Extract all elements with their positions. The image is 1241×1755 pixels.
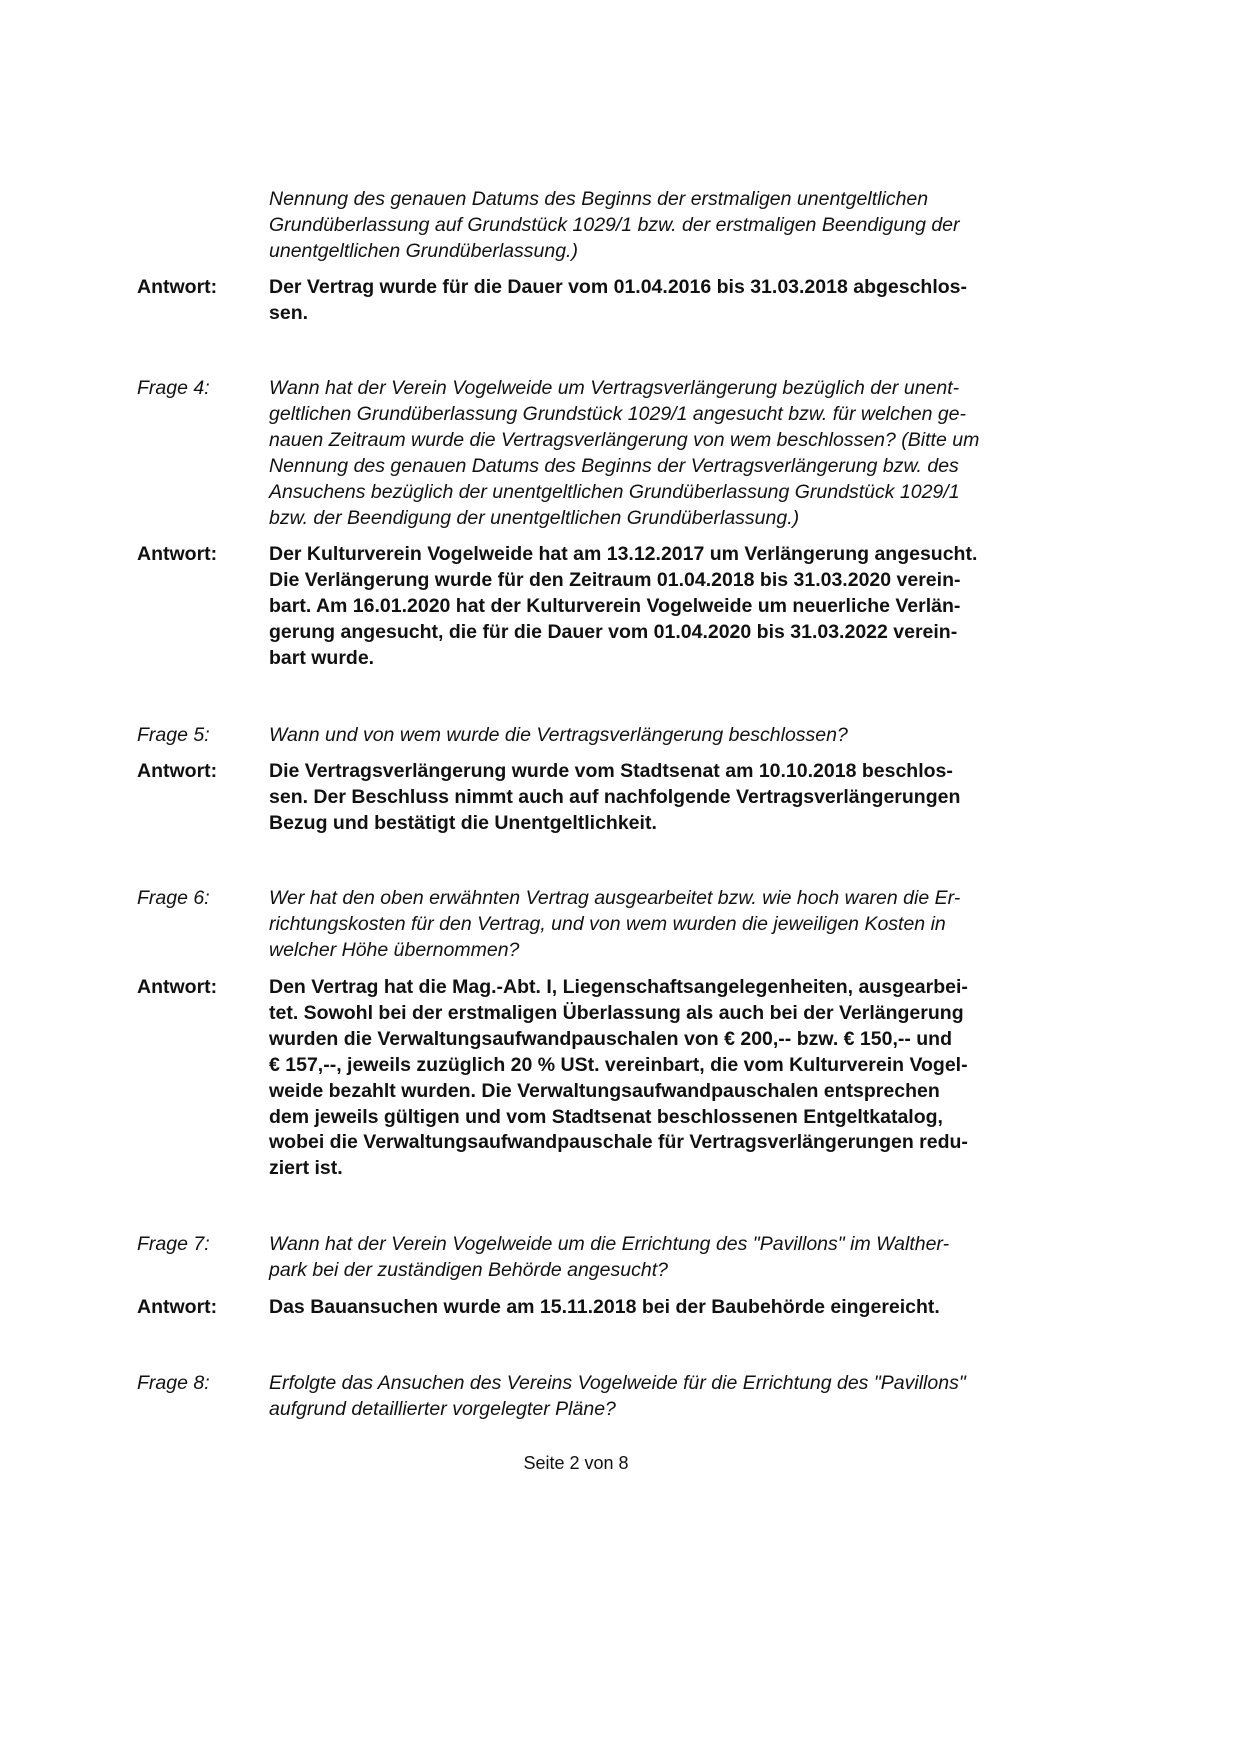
text-line: Die Vertragsverlängerung wurde vom Stadtsenat am 10.10.2018 beschlos-: [269, 760, 953, 782]
question-text: [269, 376, 1039, 531]
text-line: weide bezahlt wurden. Die Verwaltungsaufwandpauschalen entsprechen: [269, 1079, 940, 1102]
answer-label: Antwort:: [137, 543, 218, 565]
question-label: Frage 6:: [137, 887, 210, 909]
question-label: Frage 7:: [137, 1233, 210, 1255]
answer-text: [269, 1295, 1039, 1321]
text-line: Erfolgte das Ansuchen des Vereins Vogelweide für die Errichtung des "Pavillons": [269, 1372, 966, 1394]
text-line: Bezug und bestätigt die Unentgeltlichkeit.: [269, 811, 657, 834]
text-line: Das Bauansuchen wurde am 15.11.2018 bei der Baubehörde eingereicht.: [269, 1296, 940, 1318]
text-line: Der Kulturverein Vogelweide hat am 13.12.2017 um Verlängerung angesucht.: [269, 543, 978, 565]
text-line: unentgeltlichen Grundüberlassung.): [269, 239, 578, 262]
text-line: Der Vertrag wurde für die Dauer vom 01.04.2016 bis 31.03.2018 abgeschlos-: [269, 276, 968, 298]
text-line: Wer hat den oben erwähnten Vertrag ausgearbeitet bzw. wie hoch waren die Er-: [269, 887, 961, 909]
text-line: dem jeweils gültigen und vom Stadtsenat beschlossenen Entgeltkatalog,: [269, 1105, 943, 1128]
text-line: Wann hat der Verein Vogelweide um die Errichtung des "Pavillons" im Walther-: [269, 1233, 950, 1255]
text-line: ziert ist.: [269, 1157, 343, 1180]
answer-label: Antwort:: [137, 276, 218, 298]
text-line: aufgrund detaillierter vorgelegter Pläne?: [269, 1397, 616, 1420]
text-line: Grundüberlassung auf Grundstück 1029/1 bzw. der erstmaligen Beendigung der: [269, 213, 960, 236]
text-line: richtungskosten für den Vertrag, und von wem wurden die jeweiligen Kosten in: [269, 912, 946, 935]
answer-text: [269, 759, 1039, 837]
answer-text: [269, 542, 1039, 672]
text-line: wobei die Verwaltungsaufwandpauschale für Vertragsverlängerungen redu-: [269, 1131, 968, 1154]
text-line: Nennung des genauen Datums des Beginns der erstmaligen unentgeltlichen: [269, 188, 929, 210]
text-line: Wann und von wem wurde die Vertragsverlängerung beschlossen?: [269, 724, 848, 746]
text-line: bart wurde.: [269, 646, 375, 669]
answer-label: Antwort:: [137, 760, 218, 782]
text-line: welcher Höhe übernommen?: [269, 938, 520, 961]
question-text: [269, 723, 1039, 749]
question-text: [269, 886, 1039, 964]
answer-label: Antwort:: [137, 1296, 218, 1318]
text-line: Den Vertrag hat die Mag.-Abt. I, Liegenschaftsangelegenheiten, ausgearbei-: [269, 976, 968, 998]
text-line: geltlichen Grundüberlassung Grundstück 1029/1 angesucht bzw. für welchen ge-: [269, 402, 967, 425]
text-line: nauen Zeitraum wurde die Vertragsverlängerung von wem beschlossen? (Bitte um: [269, 428, 980, 451]
page-footer: Seite 2 von 8: [523, 1453, 629, 1473]
text-line: € 157,--, jeweils zuzüglich 20 % USt. vereinbart, die vom Kulturverein Vogel-: [269, 1053, 968, 1076]
question-text: [269, 1232, 1039, 1284]
question-label: Frage 5:: [137, 724, 210, 746]
text-line: gerung angesucht, die für die Dauer vom 01.04.2020 bis 31.03.2022 verein-: [269, 620, 958, 643]
text-line: Die Verlängerung wurde für den Zeitraum 01.04.2018 bis 31.03.2020 verein-: [269, 568, 961, 591]
answer-text: [269, 275, 1039, 327]
question-label: Frage 4:: [137, 377, 210, 399]
text-line: Nennung des genauen Datums des Beginns der Vertragsverlängerung bzw. des: [269, 454, 959, 477]
question-label: Frage 8:: [137, 1372, 210, 1394]
text-line: tet. Sowohl bei der erstmaligen Überlassung als auch bei der Verlängerung: [269, 1001, 964, 1024]
text-line: Ansuchens bezüglich der unentgeltlichen Grundüberlassung Grundstück 1029/1: [269, 480, 960, 503]
answer-text: [269, 975, 1039, 1182]
answer-label: Antwort:: [137, 976, 218, 998]
text-line: wurden die Verwaltungsaufwandpauschalen von € 200,-- bzw. € 150,-- und: [269, 1027, 953, 1050]
text-line: bzw. der Beendigung der unentgeltlichen Grundüberlassung.): [269, 506, 800, 529]
question-text: [269, 1371, 1039, 1423]
question-text: [269, 187, 1039, 265]
text-line: sen. Der Beschluss nimmt auch auf nachfolgende Vertragsverlängerungen: [269, 785, 961, 808]
text-line: park bei der zuständigen Behörde angesucht?: [269, 1258, 668, 1281]
text-line: Wann hat der Verein Vogelweide um Vertragsverlängerung bezüglich der unent-: [269, 377, 960, 399]
text-line: sen.: [269, 301, 309, 324]
text-line: bart. Am 16.01.2020 hat der Kulturverein Vogelweide um neuerliche Verlän-: [269, 594, 961, 617]
